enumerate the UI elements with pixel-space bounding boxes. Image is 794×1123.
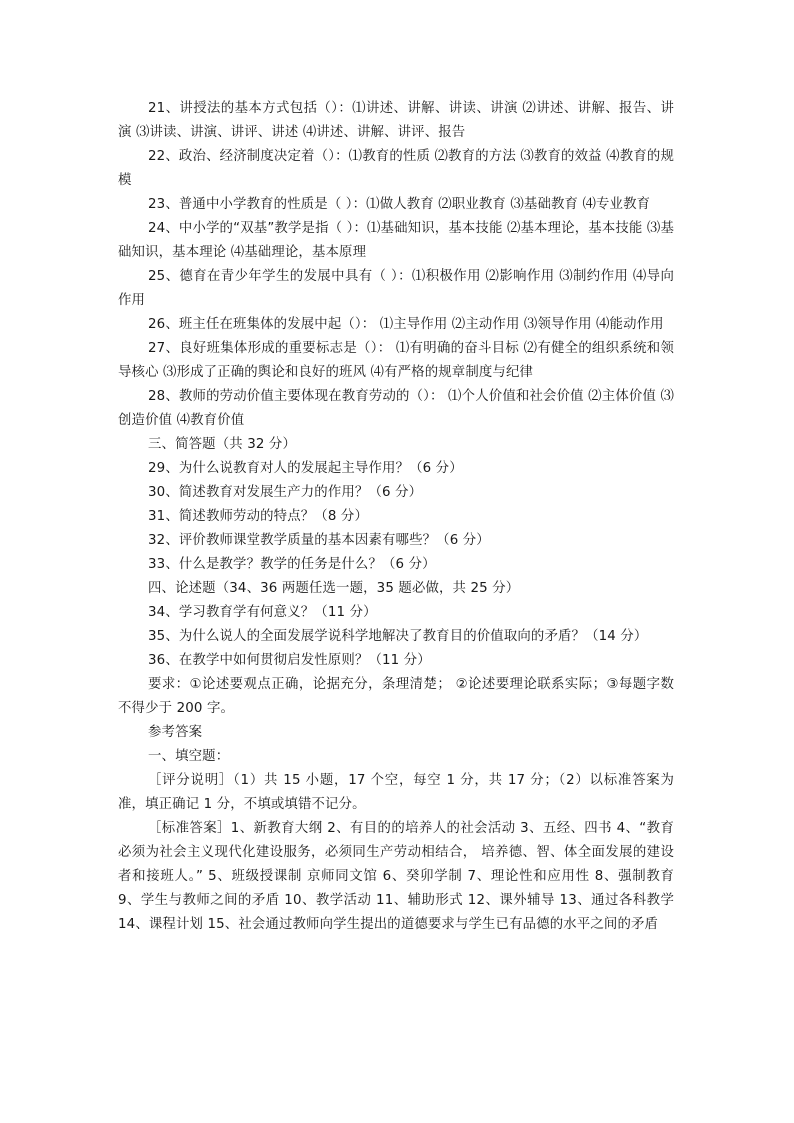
question-28: 28、教师的劳动价值主要体现在教育劳动的（）： ⑴个人价值和社会价值 ⑵主体价值 ⑶创造价值 ⑷教育价值 [118,389,674,428]
essay-requirements: 要求：①论述要观点正确，论据充分，条理清楚； ②论述要理论联系实际；③每题字数不得少于 200 字。 [118,677,674,716]
scoring-notes: ［评分说明］（1）共 15 小题，17 个空，每空 1 分，共 17 分；（2）以标准答案为准，填正确记 1 分，不填或填错不记分。 [118,773,674,812]
question-26: 26、班主任在班集体的发展中起（）： ⑴主导作用 ⑵主动作用 ⑶领导作用 ⑷能动作用 [148,317,664,332]
question-22: 22、政治、经济制度决定着（）：⑴教育的性质 ⑵教育的方法 ⑶教育的效益 ⑷教育的规模 [118,149,674,188]
question-35: 35、为什么说人的全面发展学说科学地解决了教育目的价值取向的矛盾？（14 分） [148,629,648,644]
section-heading-short-answer: 三、简答题（共 32 分） [148,437,297,452]
question-34: 34、学习教育学有何意义？（11 分） [148,605,377,620]
question-23: 23、普通中小学教育的性质是（ ）：⑴做人教育 ⑵职业教育 ⑶基础教育 ⑷专业教育 [148,197,651,212]
question-25: 25、德育在青少年学生的发展中具有（ ）：⑴积极作用 ⑵影响作用 ⑶制约作用 ⑷导向作用 [118,269,674,308]
question-29: 29、为什么说教育对人的发展起主导作用？（6 分） [148,461,463,476]
question-27: 27、良好班集体形成的重要标志是（）： ⑴有明确的奋斗目标 ⑵有健全的组织系统和领导核心 ⑶形成了正确的舆论和良好的班风 ⑷有严格的规章制度与纪律 [118,341,674,380]
question-24: 24、中小学的“双基”教学是指（ ）：⑴基础知识，基本技能 ⑵基本理论，基本技能 ⑶基础知识，基本理论 ⑷基础理论，基本原理 [118,221,674,260]
standard-answers: ［标准答案］1、新教育大纲 2、有目的的培养人的社会活动 3、五经、四书 4、“教育必须为社会主义现代化建设服务，必须同生产劳动相结合， 培养德、智、体全面发展的建设者和接班人。” 5、班级授课制 京师同文馆 6、癸卯学制 7、理论性和应用性 8、强制教育 9、学生与教师之间的矛盾 10、教学活动 11、辅助形式 12、课外辅导 13、通过各科教学 14、课程计划 15、社会通过教师向学生提出的道德要求与学生已有品德的水平之间的矛盾 [118,821,674,932]
question-32: 32、评价教师课堂教学质量的基本因素有哪些？（6 分） [148,533,490,548]
question-30: 30、简述教育对发展生产力的作用？（6 分） [148,485,423,500]
question-36: 36、在教学中如何贯彻启发性原则？（11 分） [148,653,431,668]
question-31: 31、简述教师劳动的特点？（8 分） [148,509,368,524]
question-21: 21、讲授法的基本方式包括（）：⑴讲述、讲解、讲读、讲演 ⑵讲述、讲解、报告、讲演 ⑶讲读、讲演、讲评、讲述 ⑷讲述、讲解、讲评、报告 [118,101,674,140]
fill-blank-heading: 一、填空题： [148,749,230,764]
document-body [118,97,674,937]
answer-key-heading: 参考答案 [148,725,203,740]
question-33: 33、什么是教学？教学的任务是什么？（6 分） [148,557,436,572]
section-heading-essay: 四、论述题（34、36 两题任选一题，35 题必做，共 25 分） [148,581,520,596]
